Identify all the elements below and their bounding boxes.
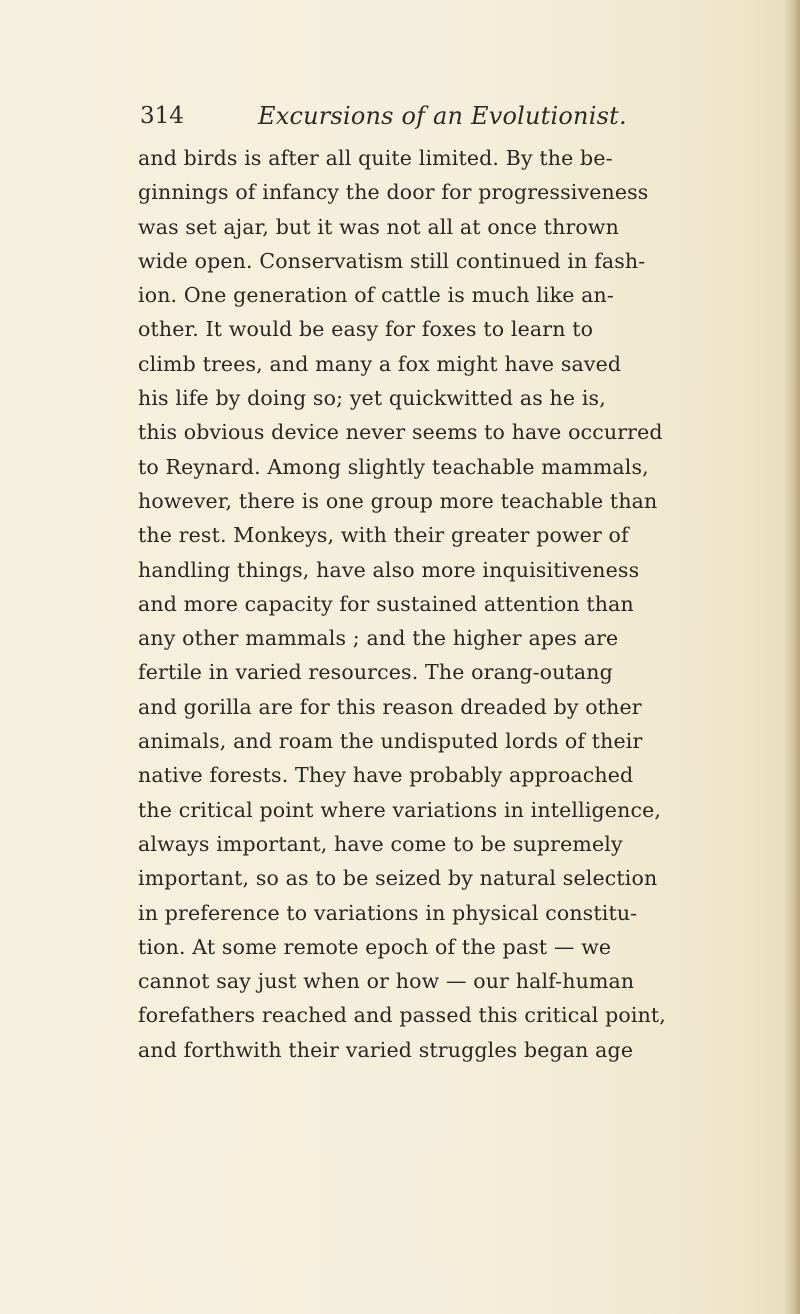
- text-line: wide open. Conservatism still continued in fash-: [138, 248, 646, 273]
- text-line: tion. At some remote epoch of the past — we: [138, 934, 612, 959]
- text-line: and more capacity for sustained attention than: [138, 591, 634, 616]
- text-line: ginnings of infancy the door for progressiveness: [138, 180, 649, 205]
- text-line: forefathers reached and passed this critical point,: [138, 1003, 666, 1028]
- text-line: the critical point where variations in intelligence,: [138, 797, 662, 822]
- text-line: and gorilla are for this reason dreaded by other: [138, 694, 642, 719]
- running-head: [140, 96, 740, 136]
- text-line: native forests. They have probably approached: [138, 763, 634, 788]
- text-line: however, there is one group more teachable than: [138, 488, 658, 513]
- text-line: to Reynard. Among slightly teachable mammals,: [138, 454, 649, 479]
- page-number: 314: [140, 103, 184, 129]
- text-line: was set ajar, but it was not all at once thrown: [138, 214, 619, 239]
- text-line: his life by doing so; yet quickwitted as he is,: [138, 386, 606, 411]
- text-line: climb trees, and many a fox might have saved: [138, 351, 622, 376]
- text-line: the rest. Monkeys, with their greater power of: [138, 523, 629, 548]
- text-line: ion. One generation of cattle is much like an-: [138, 283, 614, 308]
- text-line: handling things, have also more inquisitiveness: [138, 557, 640, 582]
- text-line: other. It would be easy for foxes to learn to: [138, 317, 594, 342]
- running-title: Excursions of an Evolutionist.: [258, 102, 627, 130]
- text-line: fertile in varied resources. The orang-outang: [138, 660, 613, 685]
- text-line: animals, and roam the undisputed lords of their: [138, 729, 643, 754]
- text-line: any other mammals ; and the higher apes are: [138, 626, 619, 651]
- text-line: and birds is after all quite limited. By the be-: [138, 146, 613, 170]
- text-line: and forthwith their varied struggles began age: [138, 1037, 634, 1062]
- text-line: always important, have come to be supremely: [138, 831, 623, 856]
- body-text: [138, 141, 738, 1067]
- text-line: important, so as to be seized by natural selection: [138, 866, 658, 891]
- page-edge-shadow: [784, 0, 800, 1314]
- text-line: cannot say just when or how — our half-human: [138, 969, 635, 994]
- text-line: this obvious device never seems to have occurred: [138, 420, 663, 445]
- text-line: in preference to variations in physical constitu-: [138, 900, 638, 925]
